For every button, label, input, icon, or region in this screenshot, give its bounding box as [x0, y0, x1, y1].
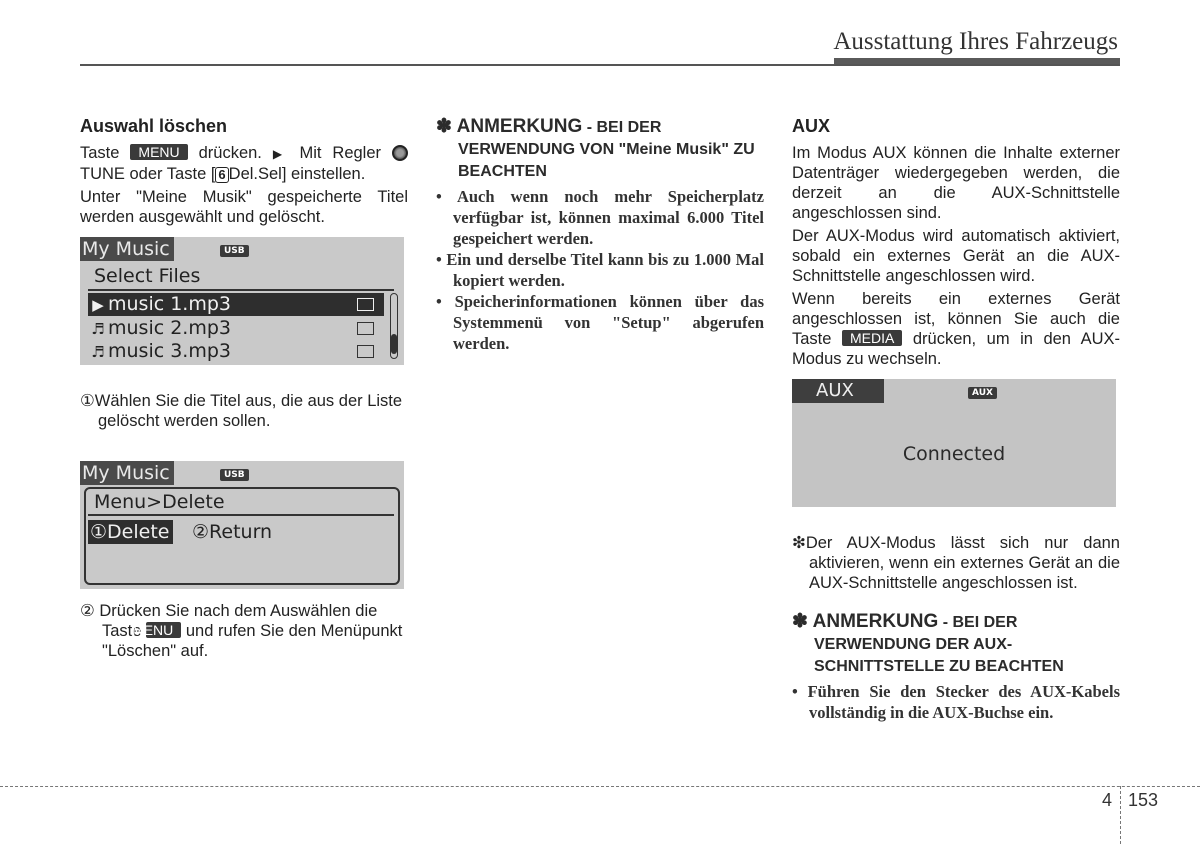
intro-text-5: Del.Sel] einstellen.: [228, 165, 366, 183]
checkbox[interactable]: [357, 345, 374, 358]
intro-text-3: Mit Regler: [299, 144, 382, 162]
aux-connected-screen: [792, 379, 1116, 507]
footer-divider: [1120, 786, 1121, 844]
screen-subtitle: Select Files: [94, 265, 201, 287]
music-note-icon: ♬: [91, 343, 105, 361]
screen-title: AUX: [792, 379, 884, 403]
delete-option[interactable]: ①Delete: [88, 520, 173, 544]
step-2: [80, 601, 408, 661]
step-1: [80, 391, 408, 431]
screen-title: My Music: [80, 237, 174, 261]
intro-paragraph: [80, 143, 408, 184]
aux-footnote: ❇Der AUX-Modus lässt sich nur dann aktivieren, wenn ein externes Gerät an die AUX-Schnittstelle angeschlossen ist.: [792, 534, 1120, 592]
aux-paragraph-3-b: drücken, um in den AUX-Modus zu wechseln.: [792, 330, 1120, 368]
scrollbar[interactable]: [390, 293, 398, 359]
intro-text-4: TUNE oder Taste [: [80, 165, 216, 183]
file-name: music 1.mp3: [108, 293, 231, 315]
checkbox[interactable]: [357, 322, 374, 335]
step-2-number: ②: [80, 602, 95, 620]
file-name: music 2.mp3: [108, 317, 231, 339]
aux-paragraph-2: Der AUX-Modus wird automatisch aktiviert, sobald ein externes Gerät an die AUX-Schnittstelle angeschlossen wird.: [792, 227, 1120, 285]
note-title-label: ANMERKUNG: [456, 116, 583, 137]
step-1-number: ①: [80, 392, 95, 410]
scroll-thumb[interactable]: [391, 334, 397, 354]
note-bullet-list: [792, 681, 1120, 723]
screen-divider: [88, 514, 394, 516]
aux-paragraph-3-a: Wenn bereits ein externes Gerät angeschlossen ist, können Sie auch die Taste: [792, 290, 1120, 348]
page-header-title: Ausstattung Ihres Fahrzeugs: [833, 28, 1118, 55]
my-music-delete-screen: [80, 461, 404, 589]
music-note-icon: ♬: [91, 320, 105, 338]
preset-6-key-icon: 6: [215, 167, 228, 183]
file-list-item[interactable]: [88, 293, 384, 316]
page-number: 153: [1128, 790, 1159, 810]
play-marker-icon: ▶: [92, 296, 104, 314]
note-bullet: • Auch wenn noch mehr Speicherplatz verfügbar ist, können maximal 6.000 Titel gespeichert werden.: [436, 187, 764, 248]
file-list-item[interactable]: [88, 340, 384, 363]
menu-key: MENU: [146, 622, 181, 638]
menu-key: MENU: [130, 144, 187, 160]
note-bullet: • Führen Sie den Stecker des AUX-Kabels vollständig in die AUX-Buchse ein.: [792, 682, 1120, 722]
note-title-aux: [792, 611, 1120, 677]
file-list-item[interactable]: [88, 317, 384, 340]
note-bullet: • Speicherinformationen können über das Systemmenü von "Setup" abgerufen werden.: [436, 292, 764, 353]
intro-text-2: drücken.: [198, 144, 262, 162]
step-2-text-a: Drücken Sie nach dem Auswählen die Taste: [99, 602, 378, 640]
aux-paragraph-3: [792, 289, 1120, 369]
note-title-label: ANMERKUNG: [812, 611, 939, 632]
usb-badge: USB: [220, 245, 249, 257]
connection-status: Connected: [902, 443, 1006, 465]
section-heading-aux: AUX: [792, 116, 831, 136]
usb-badge: USB: [220, 469, 249, 481]
column-aux: [792, 116, 1120, 723]
delete-description: Unter "Meine Musik" gespeicherte Titel werden ausgewählt und gelöscht.: [80, 188, 408, 226]
step-2-text-b: und rufen Sie den Menüpunkt "Löschen" auf.: [102, 622, 403, 660]
media-key: MEDIA: [842, 330, 902, 346]
checkbox[interactable]: [357, 298, 374, 311]
step-1-text: Wählen Sie die Titel aus, die aus der Liste gelöscht werden sollen.: [94, 392, 403, 430]
file-name: music 3.mp3: [108, 340, 231, 362]
intro-text-1: Taste: [80, 144, 120, 162]
aux-paragraph-1: Im Modus AUX können die Inhalte externer Datenträger wiedergegeben werden, die derzeit an die AUX-Schnittstelle angeschlossen sind.: [792, 144, 1120, 222]
section-heading-delete: Auswahl löschen: [80, 116, 228, 136]
note-symbol: ✽: [436, 116, 452, 137]
aux-badge: AUX: [968, 387, 997, 399]
note-symbol: ✽: [792, 611, 808, 632]
note-bullet-list: [436, 186, 764, 354]
tune-knob-icon: [392, 145, 408, 161]
screen-title: My Music: [80, 461, 174, 485]
note-title-rest: - BEI DER VERWENDUNG VON "Meine Musik" ZU BEACHTEN: [458, 119, 755, 180]
note-title-my-music: [436, 116, 764, 182]
note-title-rest: - BEI DER VERWENDUNG DER AUX-SCHNITTSTELLE ZU BEACHTEN: [814, 614, 1064, 675]
arrow-icon: ▶: [272, 147, 289, 161]
note-bullet: • Ein und derselbe Titel kann bis zu 1.000 Mal kopiert werden.: [436, 250, 764, 290]
screen-divider: [88, 289, 394, 291]
return-option[interactable]: ②Return: [192, 521, 273, 543]
header-rule: [80, 64, 1120, 66]
footer-rule: [0, 786, 1200, 787]
column-delete-selection: [80, 116, 408, 661]
my-music-select-screen: [80, 237, 404, 365]
column-note-my-music: [436, 116, 764, 354]
screen-subtitle: Menu>Delete: [94, 491, 225, 513]
chapter-number: 4: [1102, 790, 1113, 810]
